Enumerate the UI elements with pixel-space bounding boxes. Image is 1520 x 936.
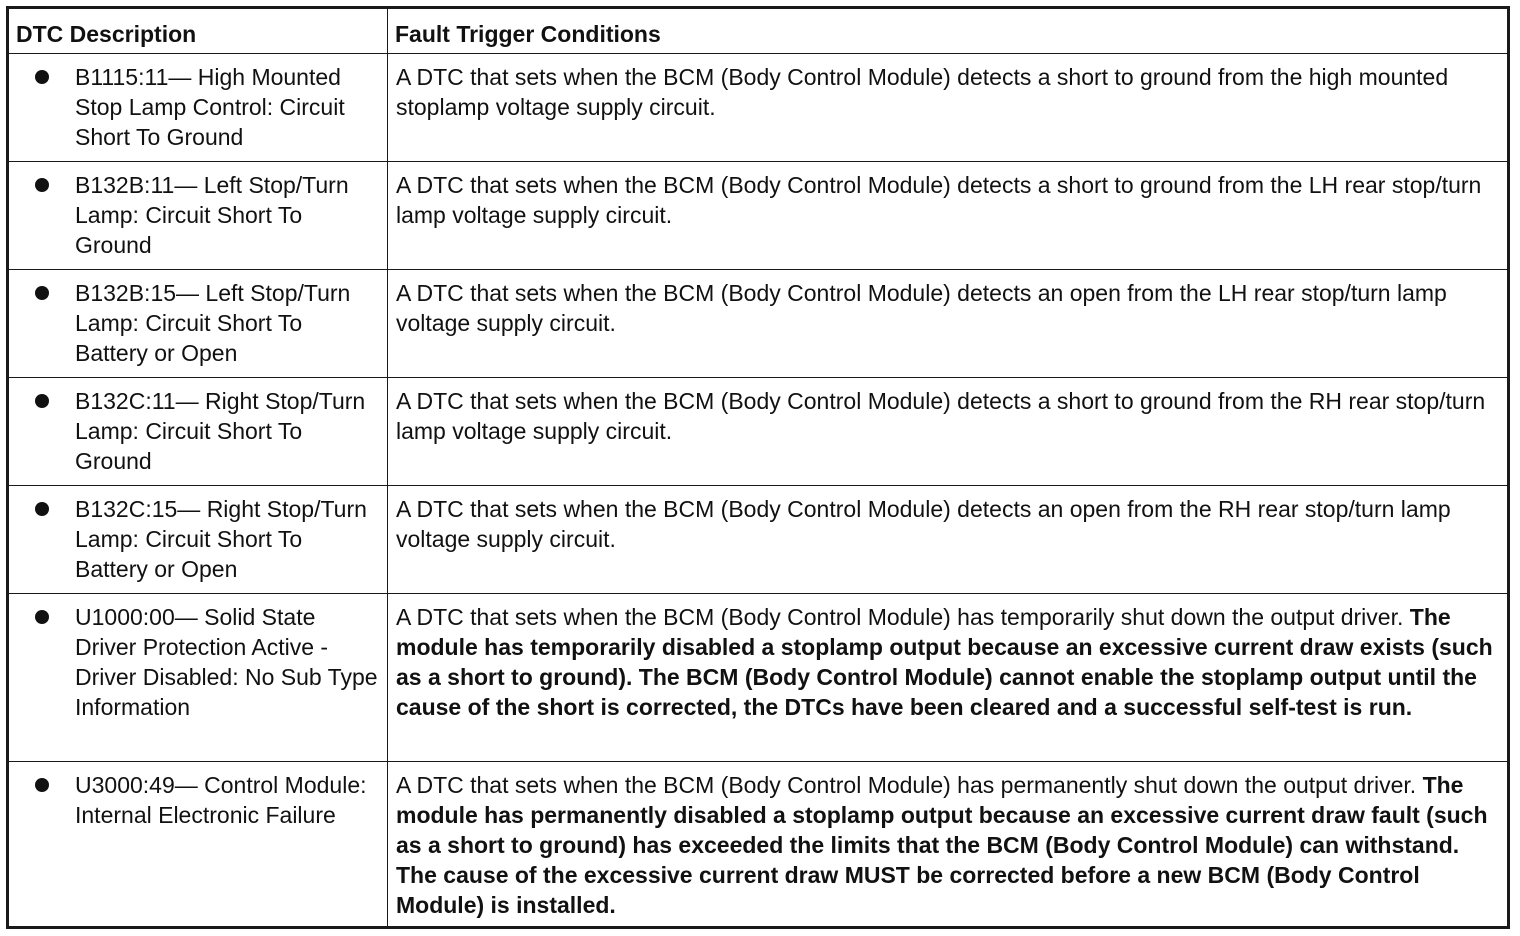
fault-condition-text: A DTC that sets when the BCM (Body Control Module) detects a short to ground from the RH rear stop/turn lamp voltage supply circuit. [396, 388, 1486, 444]
fault-condition-cell [388, 762, 1509, 928]
bullet-icon [35, 178, 49, 192]
fault-condition-cell [388, 270, 1509, 378]
table-row [8, 594, 1509, 762]
dtc-description: B132B:11— Left Stop/Turn Lamp: Circuit Short To Ground [75, 172, 349, 258]
fault-condition-bold-text: The module has permanently disabled a stoplamp output because an excessive current draw fault (such as a short to ground) has exceeded the limits that the BCM (Body Control Module) can withstand. The cause of the excessive current draw MUST be corrected before a new BCM (Body Control Module) is installed. [396, 772, 1488, 918]
bullet-icon [35, 70, 49, 84]
dtc-description-cell [8, 762, 388, 928]
dtc-description-cell [8, 486, 388, 594]
fault-condition-cell [388, 162, 1509, 270]
fault-condition-text: A DTC that sets when the BCM (Body Control Module) has temporarily shut down the output driver. [396, 604, 1404, 630]
dtc-table [6, 6, 1510, 929]
dtc-description: B132C:11— Right Stop/Turn Lamp: Circuit Short To Ground [75, 388, 366, 474]
dtc-description-cell [8, 270, 388, 378]
dtc-description-cell [8, 594, 388, 762]
table-row [8, 486, 1509, 594]
dtc-description: U1000:00— Solid State Driver Protection Active - Driver Disabled: No Sub Type Information [75, 604, 378, 720]
dtc-description-cell [8, 162, 388, 270]
fault-condition-cell [388, 486, 1509, 594]
dtc-description: B132B:15— Left Stop/Turn Lamp: Circuit Short To Battery or Open [75, 280, 351, 366]
bullet-icon [35, 286, 49, 300]
dtc-description: B132C:15— Right Stop/Turn Lamp: Circuit Short To Battery or Open [75, 496, 367, 582]
table-row [8, 162, 1509, 270]
fault-condition-text: A DTC that sets when the BCM (Body Control Module) detects a short to ground from the high mounted stoplamp voltage supply circuit. [396, 64, 1449, 120]
fault-condition-cell [388, 594, 1509, 762]
header-dtc-description: DTC Description [8, 8, 388, 54]
fault-condition-text: A DTC that sets when the BCM (Body Control Module) detects a short to ground from the LH rear stop/turn lamp voltage supply circuit. [396, 172, 1482, 228]
bullet-icon [35, 502, 49, 516]
table-row [8, 270, 1509, 378]
fault-condition-cell [388, 378, 1509, 486]
table-row [8, 762, 1509, 928]
table-header-row [8, 8, 1509, 54]
fault-condition-text: A DTC that sets when the BCM (Body Control Module) has permanently shut down the output driver. [396, 772, 1417, 798]
table-row [8, 378, 1509, 486]
bullet-icon [35, 610, 49, 624]
fault-condition-text: A DTC that sets when the BCM (Body Control Module) detects an open from the RH rear stop/turn lamp voltage supply circuit. [396, 496, 1451, 552]
table-row [8, 54, 1509, 162]
dtc-description-cell [8, 378, 388, 486]
fault-condition-text: A DTC that sets when the BCM (Body Control Module) detects an open from the LH rear stop/turn lamp voltage supply circuit. [396, 280, 1447, 336]
fault-condition-bold-text: The module has temporarily disabled a stoplamp output because an excessive current draw exists (such as a short to ground). The BCM (Body Control Module) cannot enable the stoplamp output until the cause of the short is corrected, the DTCs have been cleared and a successful self-test is run. [396, 604, 1493, 720]
bullet-icon [35, 778, 49, 792]
dtc-description: B1115:11— High Mounted Stop Lamp Control: Circuit Short To Ground [75, 64, 345, 150]
dtc-description: U3000:49— Control Module: Internal Electronic Failure [75, 772, 367, 828]
bullet-icon [35, 394, 49, 408]
fault-condition-cell [388, 54, 1509, 162]
header-fault-trigger-conditions: Fault Trigger Conditions [388, 8, 1509, 54]
dtc-description-cell [8, 54, 388, 162]
